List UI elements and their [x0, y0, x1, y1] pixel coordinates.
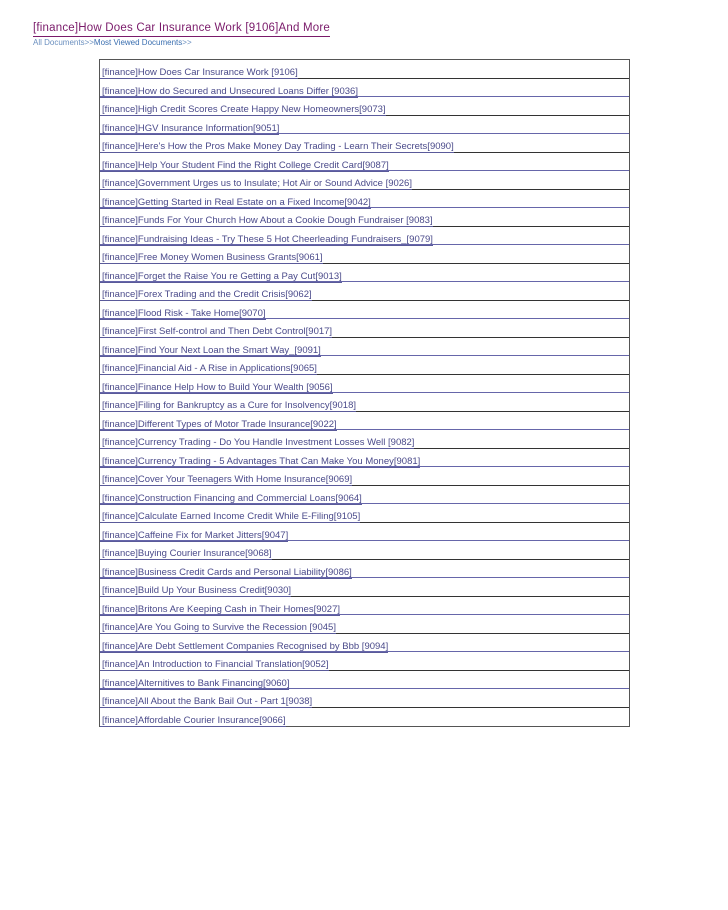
list-item: [100, 578, 629, 597]
document-link[interactable]: [finance]Forget the Raise You re Getting a Pay Cut[9013]: [102, 270, 342, 282]
list-item: [100, 264, 629, 283]
list-item: [100, 356, 629, 375]
list-item: [100, 652, 629, 671]
document-link[interactable]: [finance]First Self-control and Then Debt Control[9017]: [102, 326, 333, 337]
list-item: [100, 134, 629, 153]
document-link[interactable]: [finance]High Credit Scores Create Happy New Homeowners[9073]: [102, 104, 386, 115]
document-link[interactable]: [finance]Finance Help How to Build Your Wealth [9056]: [102, 381, 333, 393]
list-item: [100, 375, 629, 394]
list-item: [100, 430, 629, 449]
document-link[interactable]: [finance]Caffeine Fix for Market Jitters[9047]: [102, 529, 289, 541]
document-link[interactable]: [finance]Here's How the Pros Make Money Day Trading - Learn Their Secrets[9090]: [102, 141, 454, 152]
document-link[interactable]: [finance]Financial Aid - A Rise in Applications[9065]: [102, 363, 317, 374]
document-link[interactable]: [finance]Funds For Your Church How About a Cookie Dough Fundraiser [9083]: [102, 215, 433, 226]
document-link[interactable]: [finance]Buying Courier Insurance[9068]: [102, 548, 272, 559]
document-link[interactable]: [finance]Filing for Bankruptcy as a Cure for Insolvency[9018]: [102, 400, 356, 411]
list-item: [100, 689, 629, 708]
document-link[interactable]: [finance]Currency Trading - Do You Handle Investment Losses Well [9082]: [102, 437, 415, 448]
document-link[interactable]: [finance]Construction Financing and Commercial Loans[9064]: [102, 492, 362, 504]
document-link[interactable]: [finance]An Introduction to Financial Translation[9052]: [102, 659, 329, 670]
breadcrumb-separator: >>: [182, 38, 192, 47]
breadcrumb-all-documents-link[interactable]: All Documents: [33, 38, 85, 47]
document-link[interactable]: [finance]HGV Insurance Information[9051]: [102, 122, 280, 134]
breadcrumb: [33, 38, 192, 47]
list-item: [100, 412, 629, 431]
document-link[interactable]: [finance]Are You Going to Survive the Recession [9045]: [102, 622, 336, 633]
list-item: [100, 301, 629, 320]
breadcrumb-separator: >>: [84, 38, 94, 47]
list-item: [100, 338, 629, 357]
document-link[interactable]: [finance]Britons Are Keeping Cash in Their Homes[9027]: [102, 603, 340, 615]
document-link[interactable]: [finance]Forex Trading and the Credit Crisis[9062]: [102, 289, 312, 300]
list-item: [100, 541, 629, 560]
list-item: [100, 208, 629, 227]
document-link[interactable]: [finance]Government Urges us to Insulate; Hot Air or Sound Advice [9026]: [102, 178, 412, 189]
list-item: [100, 245, 629, 264]
list-item: [100, 153, 629, 172]
document-list: [99, 59, 630, 727]
list-item: [100, 523, 629, 542]
document-link[interactable]: [finance]All About the Bank Bail Out - Part 1[9038]: [102, 696, 313, 707]
list-item: [100, 615, 629, 634]
document-link[interactable]: [finance]Fundraising Ideas - Try These 5 Hot Cheerleading Fundraisers_[9079]: [102, 233, 433, 245]
list-item: [100, 708, 629, 727]
list-item: [100, 597, 629, 616]
document-link[interactable]: [finance]Getting Started in Real Estate on a Fixed Income[9042]: [102, 196, 371, 208]
document-link[interactable]: [finance]How Does Car Insurance Work [9106]: [102, 67, 298, 78]
document-link[interactable]: [finance]Free Money Women Business Grants[9061]: [102, 252, 323, 263]
document-link[interactable]: [finance]Flood Risk - Take Home[9070]: [102, 307, 266, 319]
document-link[interactable]: [finance]Currency Trading - 5 Advantages That Can Make You Money[9081]: [102, 455, 421, 467]
document-link[interactable]: [finance]Alternitives to Bank Financing[9060]: [102, 677, 290, 689]
page-title: [finance]How Does Car Insurance Work [9106]And More: [33, 22, 330, 37]
list-item: [100, 504, 629, 523]
document-link[interactable]: [finance]Find Your Next Loan the Smart Way_[9091]: [102, 344, 321, 356]
list-item: [100, 486, 629, 505]
breadcrumb-most-viewed-link[interactable]: Most Viewed Documents: [93, 38, 183, 47]
document-link[interactable]: [finance]Help Your Student Find the Right College Credit Card[9087]: [102, 159, 389, 171]
document-link[interactable]: [finance]Different Types of Motor Trade Insurance[9022]: [102, 418, 337, 430]
list-item: [100, 671, 629, 690]
list-item: [100, 560, 629, 579]
list-item: [100, 97, 629, 116]
list-item: [100, 634, 629, 653]
list-item: [100, 319, 629, 338]
list-item: [100, 171, 629, 190]
document-link[interactable]: [finance]Calculate Earned Income Credit While E-Filing[9105]: [102, 511, 361, 522]
list-item: [100, 116, 629, 135]
list-item: [100, 282, 629, 301]
document-link[interactable]: [finance]How do Secured and Unsecured Loans Differ [9036]: [102, 85, 358, 97]
list-item: [100, 467, 629, 486]
document-link[interactable]: [finance]Affordable Courier Insurance[9066]: [102, 714, 286, 726]
list-item: [100, 393, 629, 412]
list-item: [100, 449, 629, 468]
document-link[interactable]: [finance]Are Debt Settlement Companies Recognised by Bbb [9094]: [102, 640, 389, 652]
document-link[interactable]: [finance]Business Credit Cards and Personal Liability[9086]: [102, 566, 352, 578]
document-link[interactable]: [finance]Cover Your Teenagers With Home Insurance[9069]: [102, 474, 353, 485]
document-link[interactable]: [finance]Build Up Your Business Credit[9030]: [102, 585, 292, 596]
list-item: [100, 190, 629, 209]
list-item: [100, 79, 629, 98]
list-item: [100, 227, 629, 246]
list-item: [100, 60, 629, 79]
